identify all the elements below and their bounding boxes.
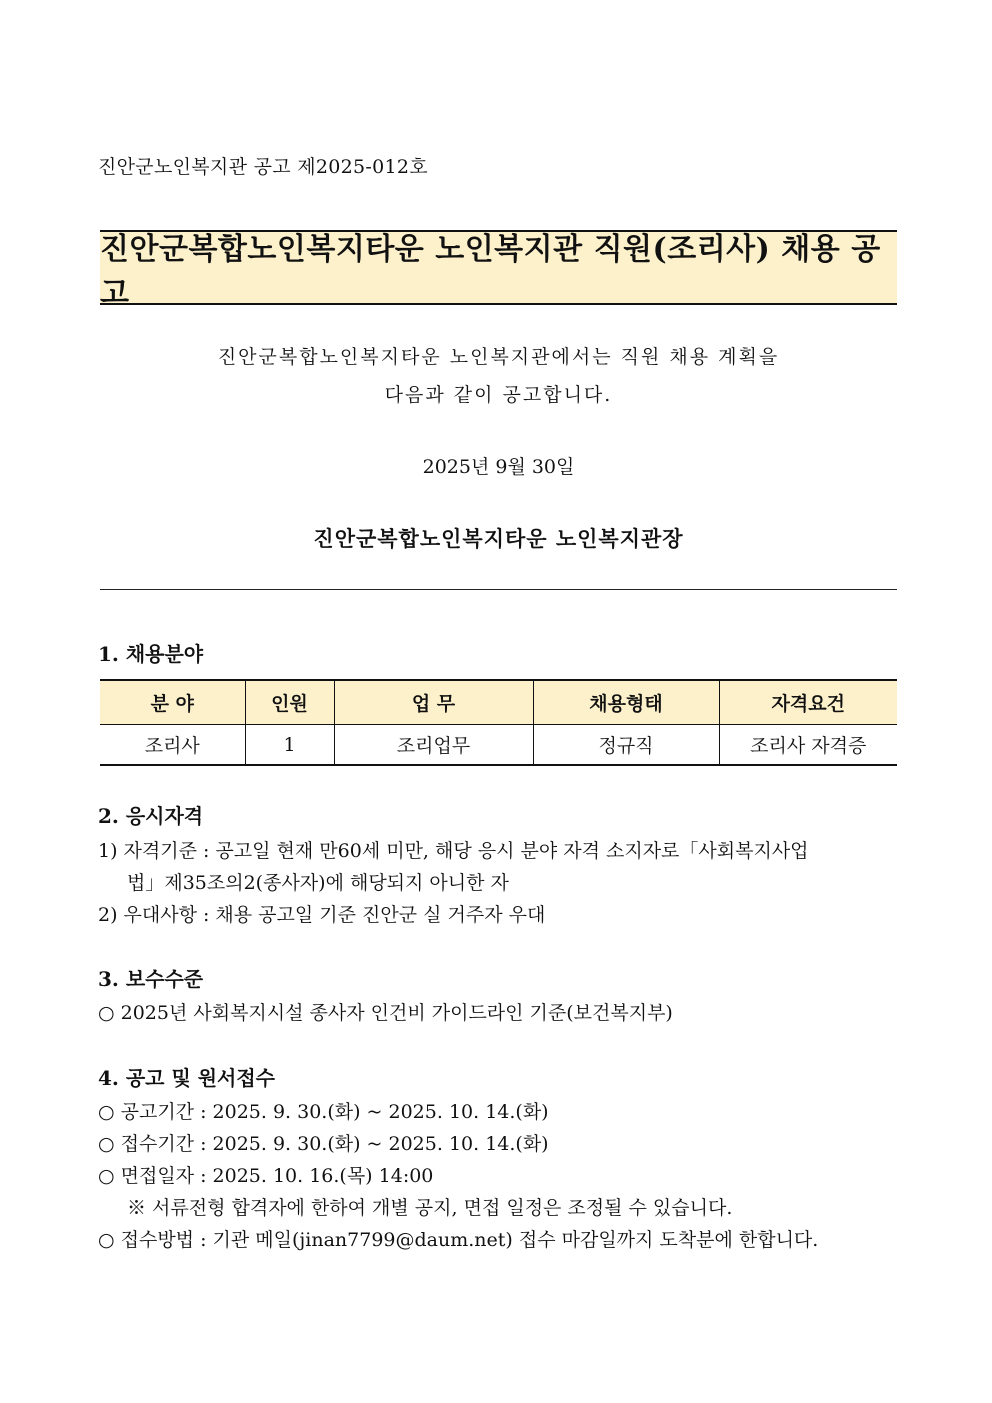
header-employment-type: 채용형태: [533, 680, 719, 725]
signer: 진안군복합노인복지타운 노인복지관장: [313, 526, 684, 551]
section-4-heading: 4. 공고 및 원서접수: [98, 1066, 276, 1090]
cell-employment-type: 정규직: [533, 725, 719, 766]
title-banner: [100, 230, 897, 311]
cell-duty: 조리업무: [334, 725, 533, 766]
notice-number: 진안군노인복지관 공고 제2025-012호: [98, 156, 428, 178]
table-header-row: [100, 680, 897, 725]
intro-line-1: 진안군복합노인복지타운 노인복지관에서는 직원 채용 계획을: [217, 346, 780, 368]
notice-period-line: ○ 공고기간 : 2025. 9. 30.(화) ~ 2025. 10. 14.(화): [98, 1101, 549, 1123]
qualification-line-2: 법」제35조의2(종사자)에 해당되지 아니한 자: [127, 872, 509, 894]
application-period-line: ○ 접수기간 : 2025. 9. 30.(화) ~ 2025. 10. 14.(화): [98, 1133, 549, 1155]
section-3-heading: 3. 보수수준: [98, 967, 204, 991]
qualification-line-1: 1) 자격기준 : 공고일 현재 만60세 미만, 해당 응시 분야 자격 소지자로「사회복지사업: [98, 840, 809, 862]
preference-line: 2) 우대사항 : 채용 공고일 기준 진안군 실 거주자 우대: [98, 904, 546, 926]
cell-requirement: 조리사 자격증: [719, 725, 897, 766]
salary-line: ○ 2025년 사회복지시설 종사자 인건비 가이드라인 기준(보건복지부): [98, 1002, 673, 1024]
header-field: 분 야: [100, 680, 245, 725]
intro-line-2: 다음과 같이 공고합니다.: [384, 384, 613, 406]
page-title: 진안군복합노인복지타운 노인복지관 직원(조리사) 채용 공고: [100, 231, 881, 311]
divider: [100, 589, 897, 590]
section-1-heading: 1. 채용분야: [98, 642, 204, 666]
notice-date: 2025년 9월 30일: [422, 456, 575, 478]
section-2-heading: 2. 응시자격: [98, 804, 204, 828]
cell-headcount: 1: [245, 725, 334, 766]
header-duty: 업 무: [334, 680, 533, 725]
header-headcount: 인원: [245, 680, 334, 725]
header-requirement: 자격요건: [719, 680, 897, 725]
cell-field: 조리사: [100, 725, 245, 766]
hiring-table: [100, 679, 897, 766]
interview-date-line: ○ 면접일자 : 2025. 10. 16.(목) 14:00: [98, 1165, 434, 1187]
application-method-line: ○ 접수방법 : 기관 메일(jinan7799@daum.net) 접수 마감일까지 도착분에 한합니다.: [98, 1229, 819, 1251]
table-row: [100, 725, 897, 766]
interview-note: ※ 서류전형 합격자에 한하여 개별 공지, 면접 일정은 조정될 수 있습니다.: [127, 1197, 733, 1219]
